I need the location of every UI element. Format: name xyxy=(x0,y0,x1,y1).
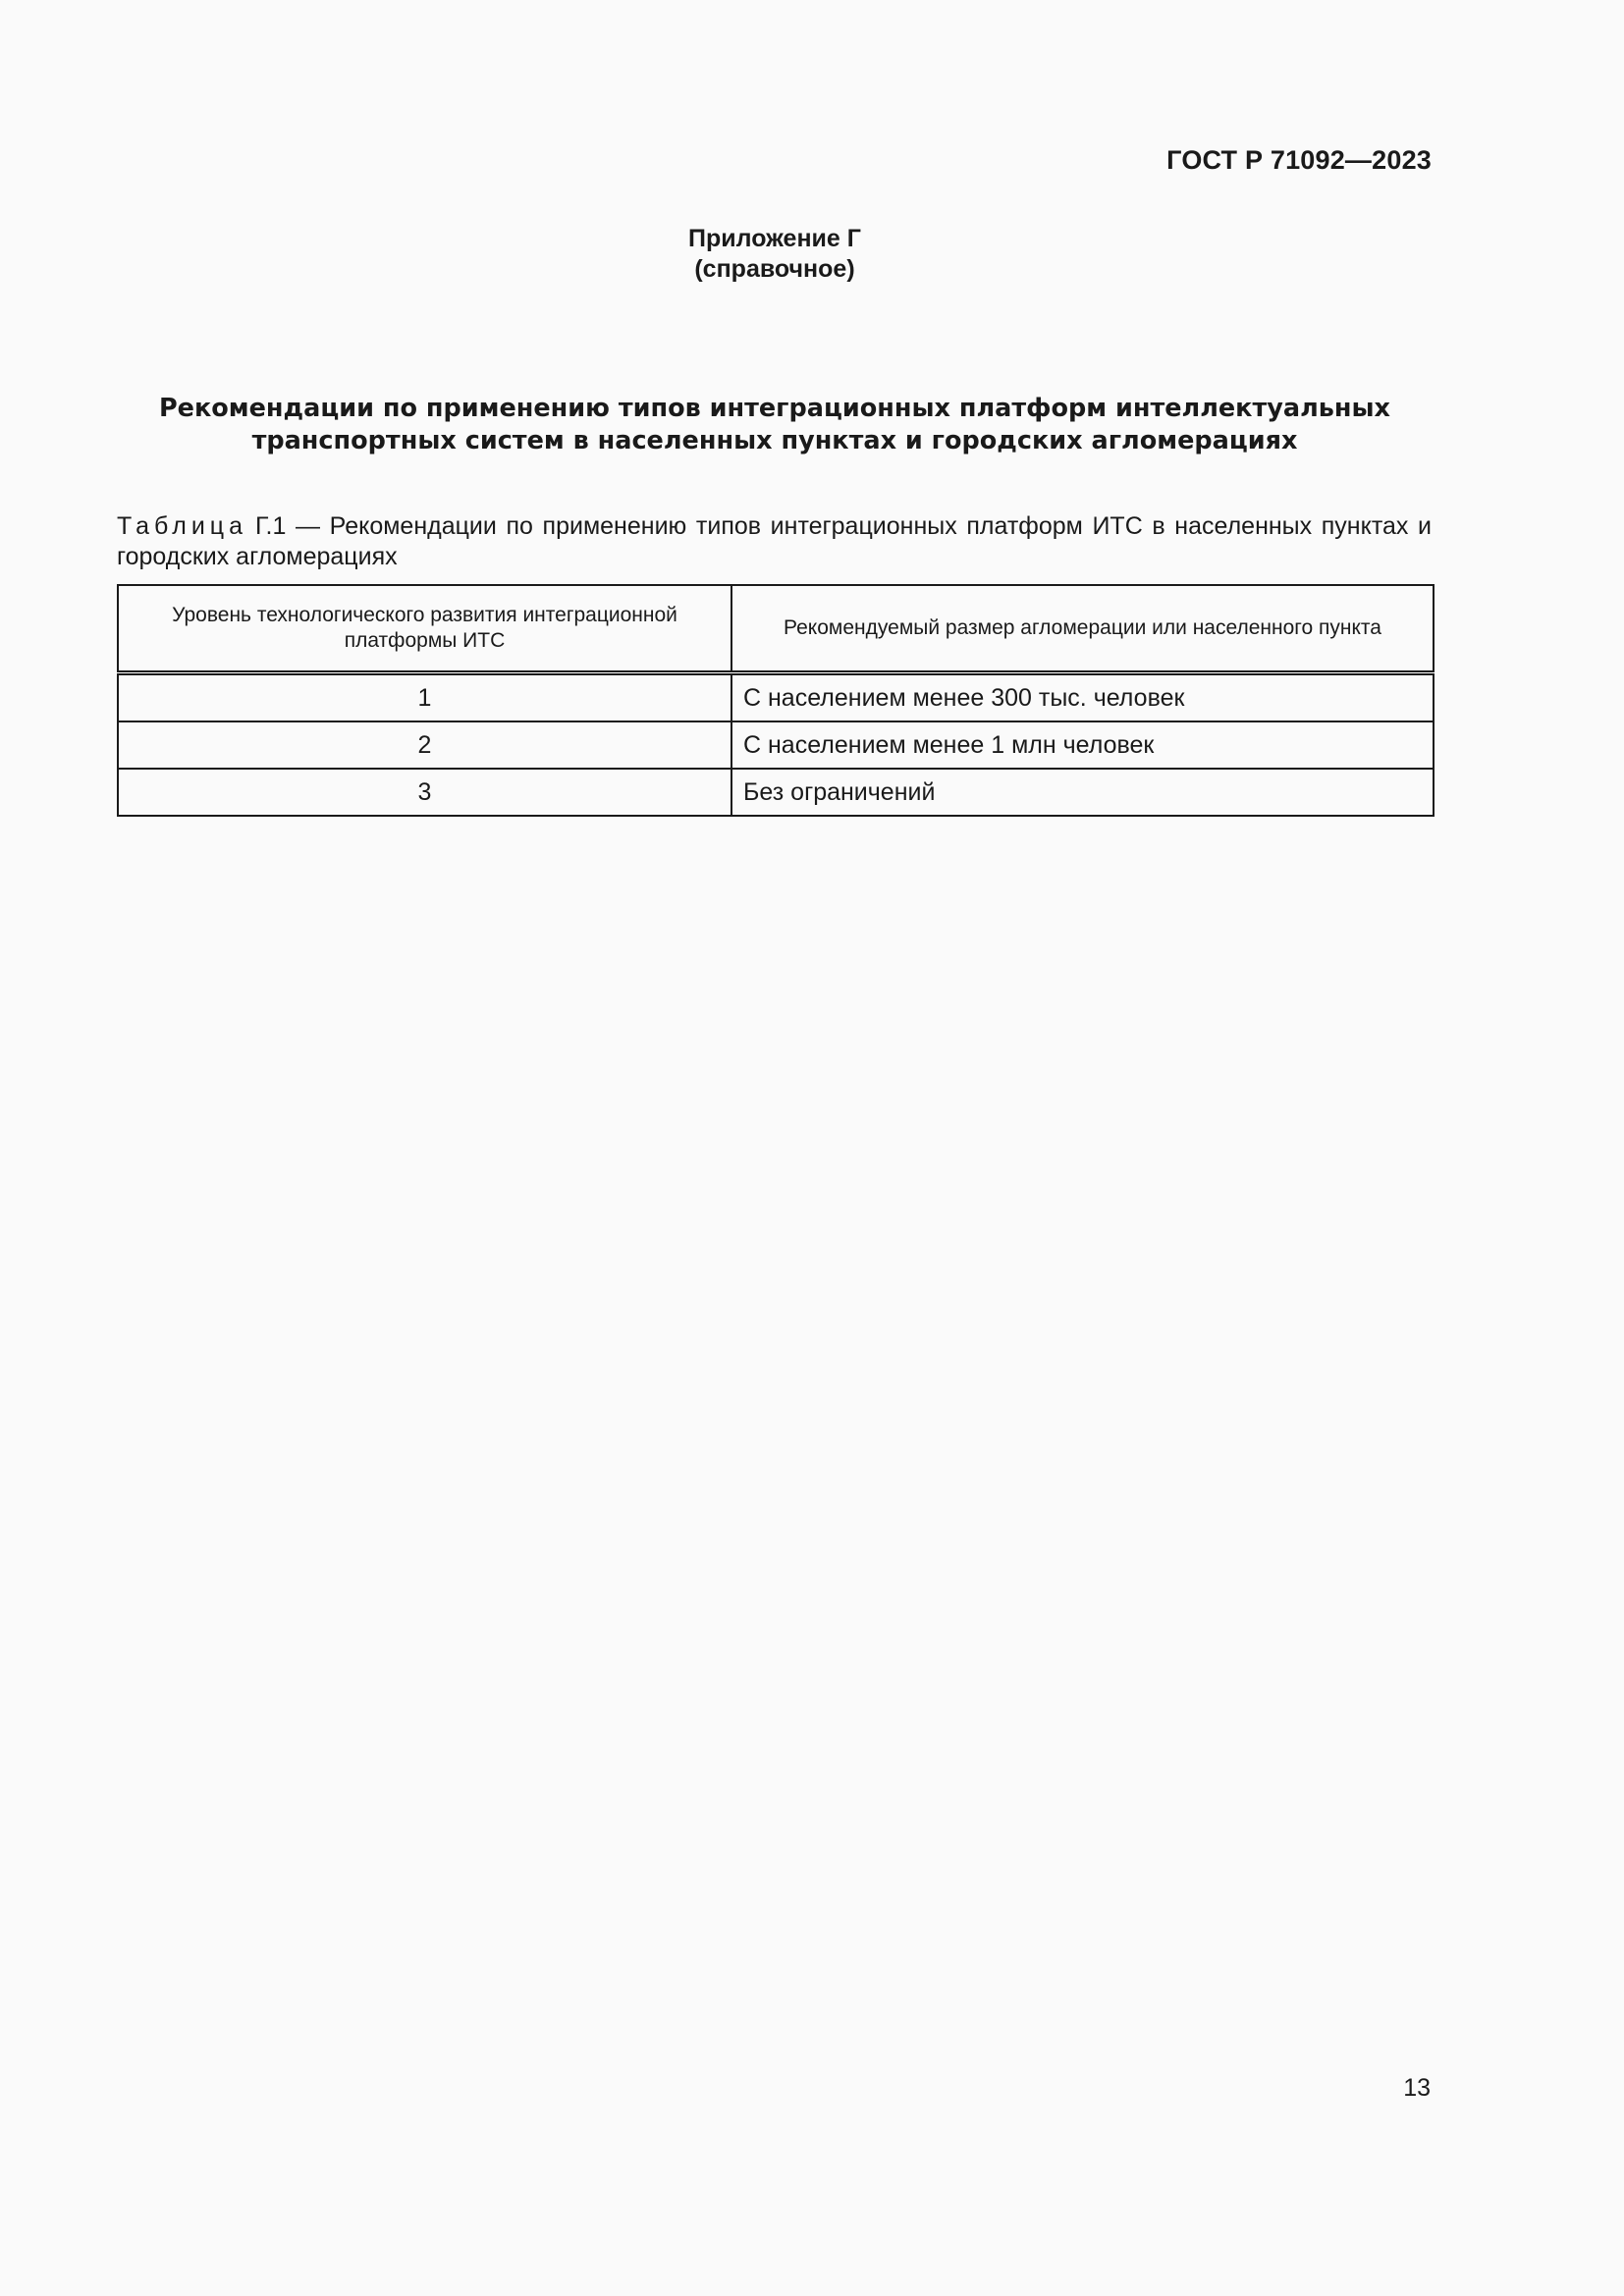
cell-level: 2 xyxy=(118,721,731,769)
table-row xyxy=(118,673,1434,722)
header-level: Уровень технологического развития интеграционной платформы ИТС xyxy=(118,585,731,673)
cell-level: 3 xyxy=(118,769,731,816)
table-caption-label: Таблица xyxy=(117,512,248,540)
table-caption xyxy=(117,511,1432,572)
cell-size: С населением менее 1 млн человек xyxy=(731,721,1434,769)
cell-size: С населением менее 300 тыс. человек xyxy=(731,673,1434,722)
appendix-title: Приложение Г xyxy=(688,225,861,252)
header-size: Рекомендуемый размер агломерации или населенного пункта xyxy=(731,585,1434,673)
table-caption-text: Г.1 — Рекомендации по применению типов интеграционных платформ ИТС в населенных пунктах и городских агломерациях xyxy=(117,512,1432,570)
cell-level: 1 xyxy=(118,673,731,722)
table-header-row xyxy=(118,585,1434,673)
table-row xyxy=(118,721,1434,769)
recommendations-table xyxy=(117,584,1435,817)
section-title-line-1: Рекомендации по применению типов интеграционных платформ интеллектуальных xyxy=(158,394,1391,423)
page-number: 13 xyxy=(1403,2074,1431,2102)
cell-size: Без ограничений xyxy=(731,769,1434,816)
document-code: ГОСТ Р 71092—2023 xyxy=(1166,145,1432,175)
appendix-heading xyxy=(0,224,1549,285)
table-row xyxy=(118,769,1434,816)
section-title xyxy=(118,393,1432,457)
appendix-status: (справочное) xyxy=(694,255,855,283)
section-title-line-2: транспортных систем в населенных пунктах и городских агломерациях xyxy=(251,426,1298,455)
